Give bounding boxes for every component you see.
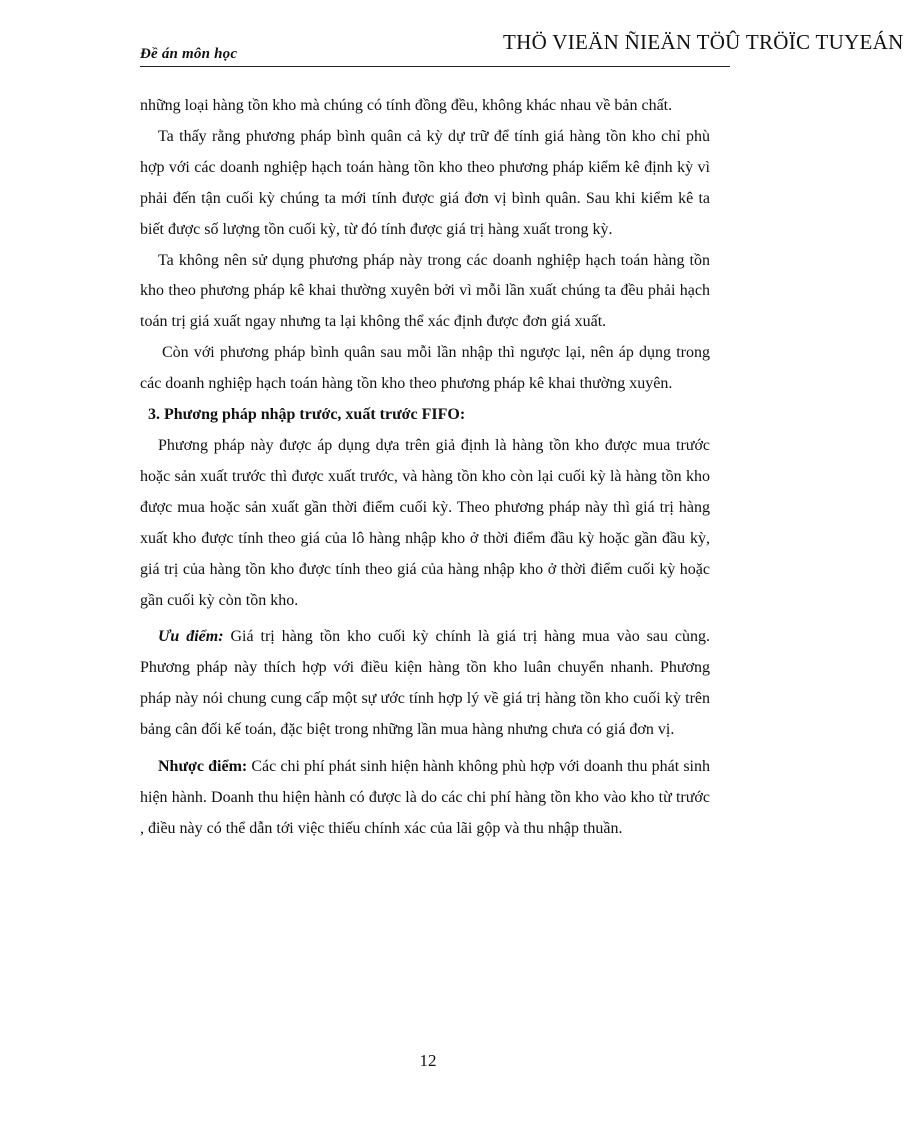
paragraph-disadvantages [140,752,710,845]
document-body [140,91,710,845]
paragraph-1: những loại hàng tồn kho mà chúng có tính đồng đều, không khác nhau về bản chất. [140,97,673,114]
header-library-name: THÖ VIEÄN ÑIEÄN TÖÛ TRÖÏC TUYEÁN [503,30,904,54]
paragraph-5: Phương pháp này được áp dụng dựa trên giả định là hàng tồn kho được mua trước hoặc sản xuất trước thì được xuất trước, và hàng tồn kho còn lại cuối kỳ là hàng tồn kho được mua hoặc sản xuất gần thời điểm cuối kỳ. Theo phương pháp này thì giá trị hàng xuất kho được tính theo giá của lô hàng nhập kho ở thời điểm đầu kỳ hoặc gần đầu kỳ, giá trị của hàng tồn kho được tính theo giá của hàng nhập kho ở thời điểm cuối kỳ hoặc gần cuối kỳ còn tồn kho. [140,436,710,609]
header-divider [140,66,730,67]
disadvantages-label: Nhược điểm: [158,758,248,776]
disadvantages-text: Các chi phí phát sinh hiện hành không phù hợp với doanh thu phát sinh hiện hành. Doanh thu hiện hành có được là do các chi phí hàng tồn kho vào kho từ trước , điều này có thể dẫn tới việc thiếu chính xác của lãi gộp và thu nhập thuần. [140,758,710,837]
page-number: 12 [419,1051,437,1070]
header-course-title: Đề án môn học [140,46,238,62]
paragraph-4: Còn với phương pháp bình quân sau mỗi lần nhập thì ngược lại, nên áp dụng trong các doanh nghiệp hạch toán hàng tồn kho theo phương pháp kê khai thường xuyên. [140,344,710,393]
paragraph-2: Ta thấy rằng phương pháp bình quân cả kỳ dự trữ để tính giá hàng tồn kho chỉ phù hợp với các doanh nghiệp hạch toán hàng tồn kho theo phương pháp kiểm kê định kỳ vì phải đến tận cuối kỳ chúng ta mới tính được giá đơn vị bình quân. Sau khi kiểm kê ta biết được số lượng tồn cuối kỳ, từ đó tính được giá trị hàng xuất trong kỳ. [140,127,710,238]
paragraph-advantages [140,622,710,746]
advantages-text: Giá trị hàng tồn kho cuối kỳ chính là giá trị hàng mua vào sau cùng. Phương pháp này thích hợp với điều kiện hàng tồn kho luân chuyển nhanh. Phương pháp này nói chung cung cấp một sự ước tính hợp lý về giá trị hàng tồn kho cuối kỳ trên bảng cân đối kế toán, đặc biệt trong những lần mua hàng nhưng chưa có giá đơn vị. [140,628,711,739]
advantages-label: Ưu điểm: [158,628,224,646]
paragraph-3: Ta không nên sử dụng phương pháp này trong các doanh nghiệp hạch toán hàng tồn kho theo phương pháp kê khai thường xuyên bởi vì mỗi lần xuất chúng ta đều phải hạch toán trị giá xuất ngay nhưng ta lại không thể xác định được đơn giá xuất. [140,251,710,331]
section-heading: 3. Phương pháp nhập trước, xuất trước FIFO: [148,406,466,424]
